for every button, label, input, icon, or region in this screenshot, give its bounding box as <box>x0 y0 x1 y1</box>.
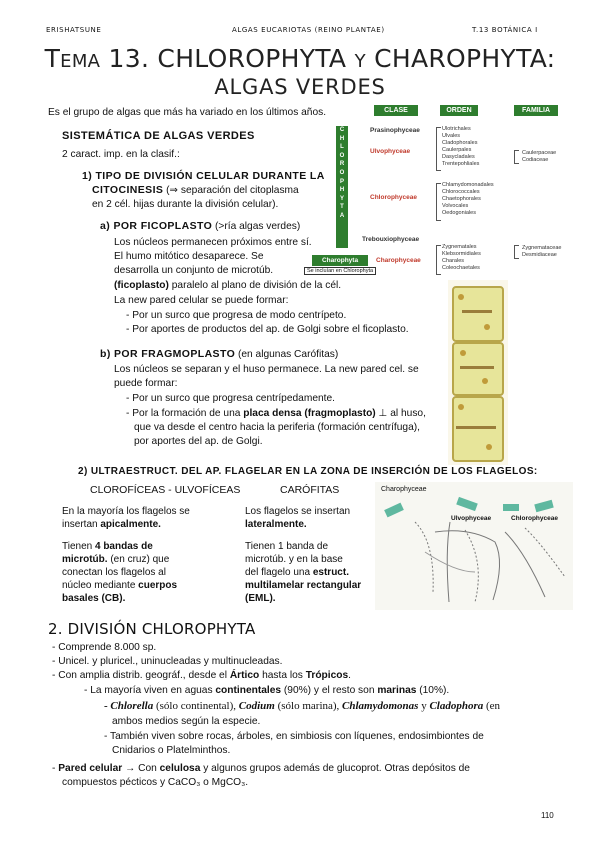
item1-desc: CITOCINESIS (⇒ separación del citoplasma <box>92 184 299 196</box>
header-course: T.13 BOTÁNICA I <box>472 26 538 34</box>
charophyta-label: Charophyta <box>312 255 368 266</box>
orders-chlorophyceae: Chlamydomonadales Chlorococcales Chaetophorales Volvocales Oedogoniales <box>442 182 494 216</box>
division-cell-wall-cont: compuestos pécticos y CaCO₃ o MgCO₃. <box>62 777 249 788</box>
figure-chlorophyceae-label: Chlorophyceae <box>511 515 558 522</box>
item1-title: 1) TIPO DE DIVISIÓN CELULAR DURANTE LA <box>82 170 325 182</box>
cell-division-figure <box>448 280 508 465</box>
division-distribution: - Con amplia distrib. geográf., desde el Ártico hasta los Trópicos. <box>52 669 351 683</box>
table-header-class: CLASE <box>374 105 418 116</box>
comparison-right-1: Los flagelos se insertan lateralmente. <box>245 506 351 530</box>
fragmoplast-line: Los núcleos se separan y el huso permanece. La new pared cel. se <box>114 364 419 375</box>
systematics-heading: SISTEMÁTICA DE ALGAS VERDES <box>62 130 255 142</box>
header-topic: ALGAS EUCARIOTAS (REINO PLANTAE) <box>232 26 385 34</box>
chlorophyta-vertical-label <box>336 126 348 248</box>
comparison-left-header: CLOROFÍCEAS - ULVOFÍCEAS <box>90 484 241 496</box>
orders-ulvophyceae: Ulotrichales Ulvales Cladophorales Caulerpales Dasycladales Trentepohliales <box>442 126 480 167</box>
page-number: 110 <box>541 811 554 820</box>
page-title: Tema 13. CHLOROPHYTA y CHAROPHYTA: <box>44 44 556 73</box>
division-habitat: - La mayoría viven en aguas continentales (90%) y el resto son marinas (10%). <box>84 684 449 698</box>
chlorophyta-vertical-text: C H L O R O P H Y T A <box>339 127 345 219</box>
page-subtitle: ALGAS VERDES <box>214 75 386 99</box>
header-author: ERISHATSUNE <box>46 26 102 34</box>
division-genera-cont: ambos medios según la especie. <box>112 716 261 727</box>
fragmoplast-option: - Por un surco que progresa centrípedamente. <box>126 392 335 406</box>
division-cell-wall: - Pared celular → Con celulosa y algunos grupos además de glucoprot. Otras depósitos de <box>52 762 470 776</box>
ficoplast-option: - Por aportes de productos del ap. de Golgi sobre el ficoplasto. <box>126 323 409 337</box>
class-charophyceae: Charophyceae <box>376 257 421 264</box>
table-header-order: ORDEN <box>440 105 478 116</box>
ficoplast-definition: (ficoplasto) paralelo al plano de división de la cél. <box>114 280 342 291</box>
orders-charophyceae: Zygnematales Klebsormidiales Charales Coleochaetales <box>442 244 481 271</box>
flagella-diagram <box>375 482 573 610</box>
brace-families-charo <box>514 245 519 259</box>
brace-ulvo <box>436 127 441 171</box>
fragmoplast-line: puede formar: <box>114 378 178 389</box>
systematics-subtitle: 2 caract. imp. en la clasif.: <box>62 149 180 160</box>
ficoplast-option: - Por un surco que progresa de modo centrípeto. <box>126 309 346 323</box>
division-heading: 2. DIVISIÓN CHLOROPHYTA <box>48 620 256 638</box>
ficoplast-line: desarrolla un conjunto de microtúb. <box>114 265 274 276</box>
flagellar-apparatus-figure <box>375 482 573 610</box>
class-trebouxiophyceae: Trebouxiophyceae <box>362 236 420 243</box>
comparison-left-1: En la mayoría los flagelos se insertan apicalmente. <box>62 506 190 530</box>
class-prasinophyceae: Prasinophyceae <box>370 127 420 134</box>
division-symbiosis: - También viven sobre rocas, árboles, en simbiosis con líquenes, endosimbiontes de <box>104 730 484 744</box>
division-genera: - Chlorella (sólo continental), Codium (sólo marina), Chlamydomonas y Cladophora (en <box>104 700 501 712</box>
comparison-right-header: CARÓFITAS <box>280 484 340 496</box>
fragmoplast-option-cont: que va desde el centro hacia la periferia (formación centrífuga), <box>134 422 420 433</box>
class-chlorophyceae: Chlorophyceae <box>370 194 417 201</box>
families-charophyceae: Zygnemataceae Desmidiaceae <box>522 245 562 258</box>
division-bullet: - Unicel. y pluricel., uninucleadas y multinucleadas. <box>52 655 282 669</box>
ficoplast-title: a) POR FICOPLASTO (>ría algas verdes) <box>100 220 301 232</box>
ficoplast-line: Los núcleos permanecen próximos entre sí. <box>114 237 312 248</box>
figure-charophyceae-label: Charophyceae <box>381 486 427 493</box>
fragmoplast-option-cont: por aportes del ap. de Golgi. <box>134 436 263 447</box>
item1-desc2: en 2 cél. hijas durante la división celular). <box>92 199 279 210</box>
brace-charo <box>436 245 441 275</box>
class-ulvophyceae: Ulvophyceae <box>370 148 411 155</box>
intro-text: Es el grupo de algas que más ha variado en los últimos años. <box>48 107 327 118</box>
ficoplast-wall: La new pared celular se puede formar: <box>114 295 289 306</box>
division-bullet: - Comprende 8.000 sp. <box>52 641 156 655</box>
charophyta-note: Se incluían en Chlorophyta <box>304 267 376 275</box>
fragmoplast-title: b) POR FRAGMOPLASTO (en algunas Carófitas) <box>100 348 339 360</box>
brace-chloro <box>436 183 441 221</box>
brace-families-ulvo <box>514 150 519 164</box>
item2-title: 2) ULTRAESTRUCT. DEL AP. FLAGELAR EN LA ZONA DE INSERCIÓN DE LOS FLAGELOS: <box>78 466 538 477</box>
comparison-left-2: Tienen 4 bandas de microtúb. (en cruz) que conectan los flagelos al núcleo mediante cuerpos basales (CB). <box>62 541 178 604</box>
table-header-family: FAMILIA <box>514 105 558 116</box>
division-symbiosis-cont: Cnidarios o Platelminthos. <box>112 745 231 756</box>
families-ulvophyceae: Caulerpaceae Codiaceae <box>522 150 557 163</box>
figure-ulvophyceae-label: Ulvophyceae <box>451 515 492 522</box>
fragmoplast-option: - Por la formación de una placa densa (fragmoplasto) ⊥ al huso, <box>126 407 426 421</box>
ficoplast-line: El humo mitótico desaparece. Se <box>114 251 264 262</box>
comparison-right-2: Tienen 1 banda de microtúb. y en la base del flagelo una estruct. multilamelar rectangular (EML). <box>245 541 362 604</box>
